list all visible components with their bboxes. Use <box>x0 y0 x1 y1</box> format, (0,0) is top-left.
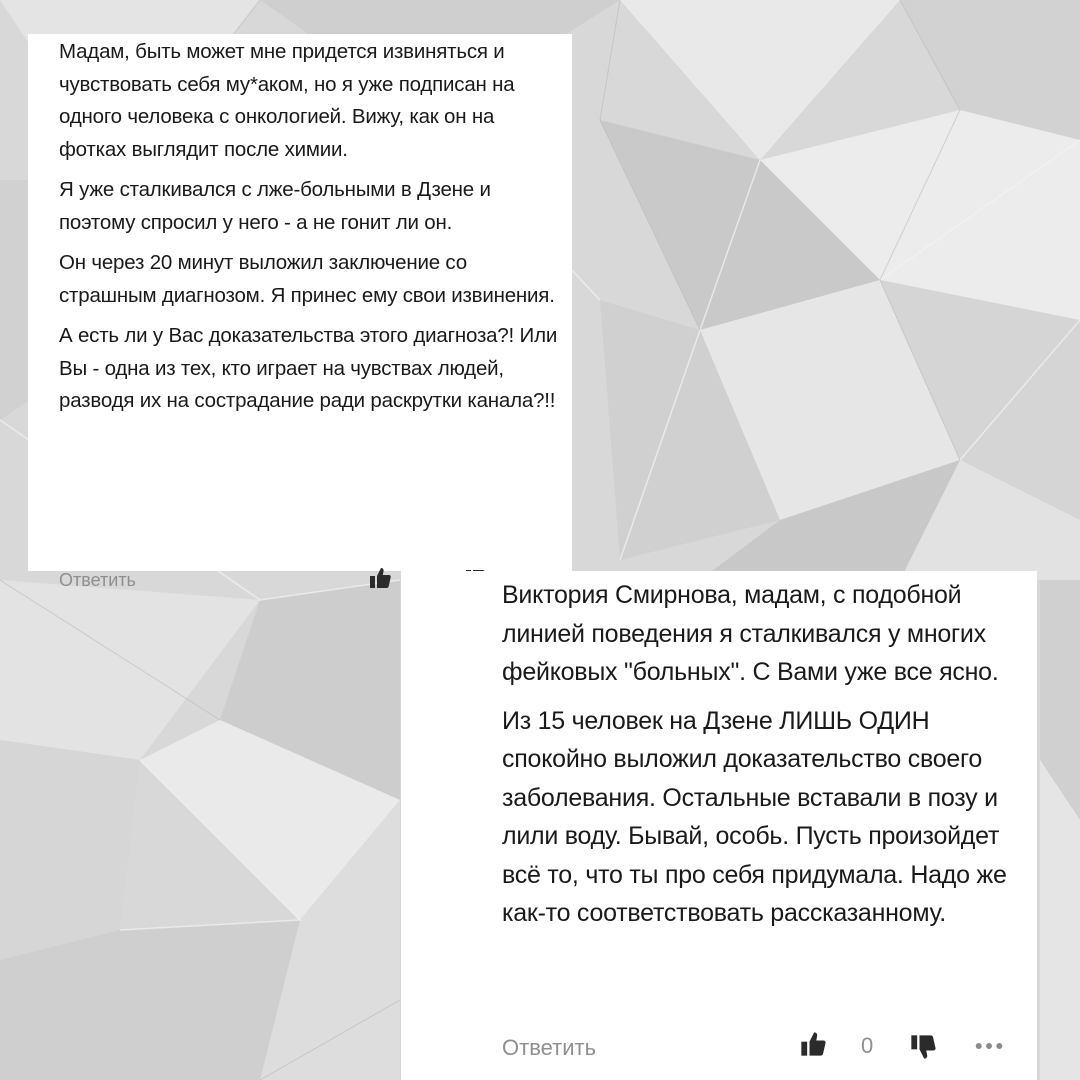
more-dots-icon[interactable] <box>973 1039 1005 1053</box>
reply-button[interactable]: Ответить <box>502 1035 597 1060</box>
thumbs-down-icon[interactable] <box>909 1033 937 1061</box>
comment-card-2 <box>401 571 1037 1080</box>
comment-actions <box>401 1027 1037 1071</box>
comment-paragraph: Виктория Смирнова, мадам, с подобной линией поведения я сталкивался у многих фейковых "больных". С Вами уже все ясно. <box>502 581 999 686</box>
comment-text <box>59 36 559 418</box>
like-count: 0 <box>861 1033 874 1058</box>
comment-paragraph: Мадам, быть может мне придется извиняться и чувствовать себя му*аком, но я уже подписан на одного человека с онкологией. Вижу, как он на фотках выглядит после химии. <box>59 40 515 161</box>
comment-paragraph: Он через 20 минут выложил заключение со страшным диагнозом. Я принес ему свои извинения. <box>59 251 555 307</box>
comment-card-1 <box>28 34 572 590</box>
comment-paragraph: А есть ли у Вас доказательства этого диагноза?! Или Вы - одна из тех, кто играет на чувствах людей, разводя их на сострадание ради раскрутки канала?!! <box>59 324 558 412</box>
reply-button[interactable]: Ответить <box>59 570 136 590</box>
comment-text <box>502 576 1012 933</box>
thumbs-up-icon[interactable] <box>368 566 392 590</box>
comment-paragraph: Из 15 человек на Дзене ЛИШЬ ОДИН спокойно выложил доказательство своего заболевания. Остальные вставали в позу и лили воду. Бывай, особь. Пусть произойдет всё то, что ты про себя придумала. Надо же как-то соответствовать рассказанному. <box>502 706 1007 927</box>
thumbs-up-icon[interactable] <box>799 1030 827 1058</box>
comment-paragraph: Я уже сталкивался с лже-больными в Дзене и поэтому спросил у него - а не гонит ли он. <box>59 178 491 234</box>
